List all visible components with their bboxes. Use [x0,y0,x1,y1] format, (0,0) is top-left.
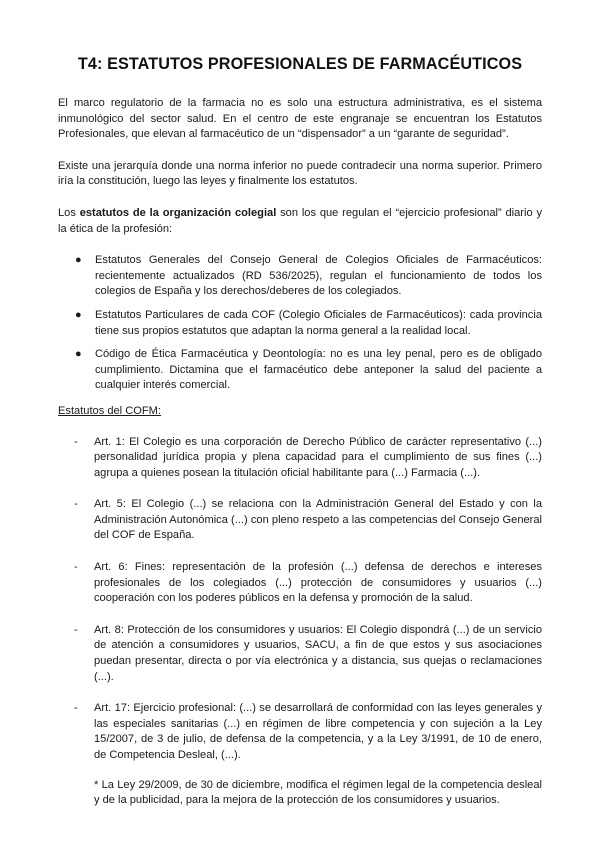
list-item [75,347,542,394]
statutes-intro-after: son los que regulan el “ejercicio profesional” diario y la ética de la profesión: [58,206,542,235]
articles-list [58,435,542,764]
list-item [74,623,542,685]
list-item [74,497,542,544]
bullet-text: Estatutos Generales del Consejo General de Colegios Oficiales de Farmacéuticos: recientemente actualizados (RD 536/2025), regulan el funcionamiento de todos los colegios de España y los derechos/deberes de los colegiados. [95,254,542,298]
hierarchy-paragraph: Existe una jerarquía donde una norma inferior no puede contradecir una norma superior. Primero iría la constitución, luego las leyes y finalmente los estatutos. [58,159,542,188]
footnote: * La Ley 29/2009, de 30 de diciembre, modifica el régimen legal de la competencia desleal y de la publicidad, para la mejora de la protección de los consumidores y usuarios. [94,778,542,807]
bullet-text: Estatutos Particulares de cada COF (Colegio Oficiales de Farmacéuticos): cada provincia tiene sus propios estatutos que adaptan la norma general a la realidad local. [95,308,542,337]
bullet-icon: ● [75,308,82,321]
list-item [75,308,542,339]
article-text: Art. 1: El Colegio es una corporación de Derecho Público de carácter representativo (...) personalidad jurídica propia y plena capacidad para el cumplimiento de sus fines (...) agrupa a quienes posean la titulación oficial habilitante para (...) Farmacia (...). [94,435,542,479]
statutes-intro-before: Los [58,206,80,219]
article-text: Art. 8: Protección de los consumidores y usuarios: El Colegio dispondrá (...) de un servicio de atención a consumidores y usuarios, SACU, a fin de que estos y sus asociaciones puedan presentar, directa o por vía electrónica y a distancia, sus quejas o reclamaciones (...). [94,623,542,683]
bullet-icon: ● [75,348,82,361]
article-text: Art. 6: Fines: representación de la profesión (...) defensa de derechos e intereses profesionales de los colegiados (...) protección de consumidores y usuarios (...) cooperación con los poderes públicos en la defensa y promoción de la salud. [94,561,542,605]
cofm-heading: Estatutos del COFM: [58,404,161,417]
dash-icon: - [74,561,78,574]
article-text: Art. 5: El Colegio (...) se relaciona con la Administración General del Estado y con la Administración Autonómica (...) con pleno respeto a las competencias del Consejo General del COF de España. [94,498,542,542]
article-text: Art. 17: Ejercicio profesional: (...) se desarrollará de conformidad con las leyes generales y las especiales sanitarias (...) en régimen de libre competencia y con sujeción a la Ley 15/2007, de 3 de julio, de defensa de la competencia, y a la Ley 3/1991, de 10 de enero, de Competencia Desleal, (...). [94,702,542,761]
bullet-text: Código de Ética Farmacéutica y Deontología: no es una ley penal, pero es de obligado cumplimiento. Dictamina que el farmacéutico debe anteponer la salud del paciente a cualquier interés comercial. [95,348,542,392]
bullet-icon: ● [75,254,82,267]
list-item [74,560,542,607]
list-item [74,435,542,482]
dash-icon: - [74,623,78,636]
statutes-bullet-list [58,253,542,394]
dash-icon: - [74,498,78,511]
dash-icon: - [74,702,78,715]
list-item [75,253,542,300]
statutes-intro-bold: estatutos de la organización colegial [79,206,277,219]
list-item [74,701,542,763]
statutes-intro-paragraph [58,206,542,237]
intro-paragraph: El marco regulatorio de la farmacia no es solo una estructura administrativa, es el sistema inmunológico del sector salud. En el centro de este engranaje se encuentran los Estatutos Profesionales, que elevan al farmacéutico de un “dispensador” a un “garante de seguridad”. [58,97,542,141]
dash-icon: - [74,435,78,448]
page-title: T4: ESTATUTOS PROFESIONALES DE FARMACÉUTICOS [77,55,523,73]
